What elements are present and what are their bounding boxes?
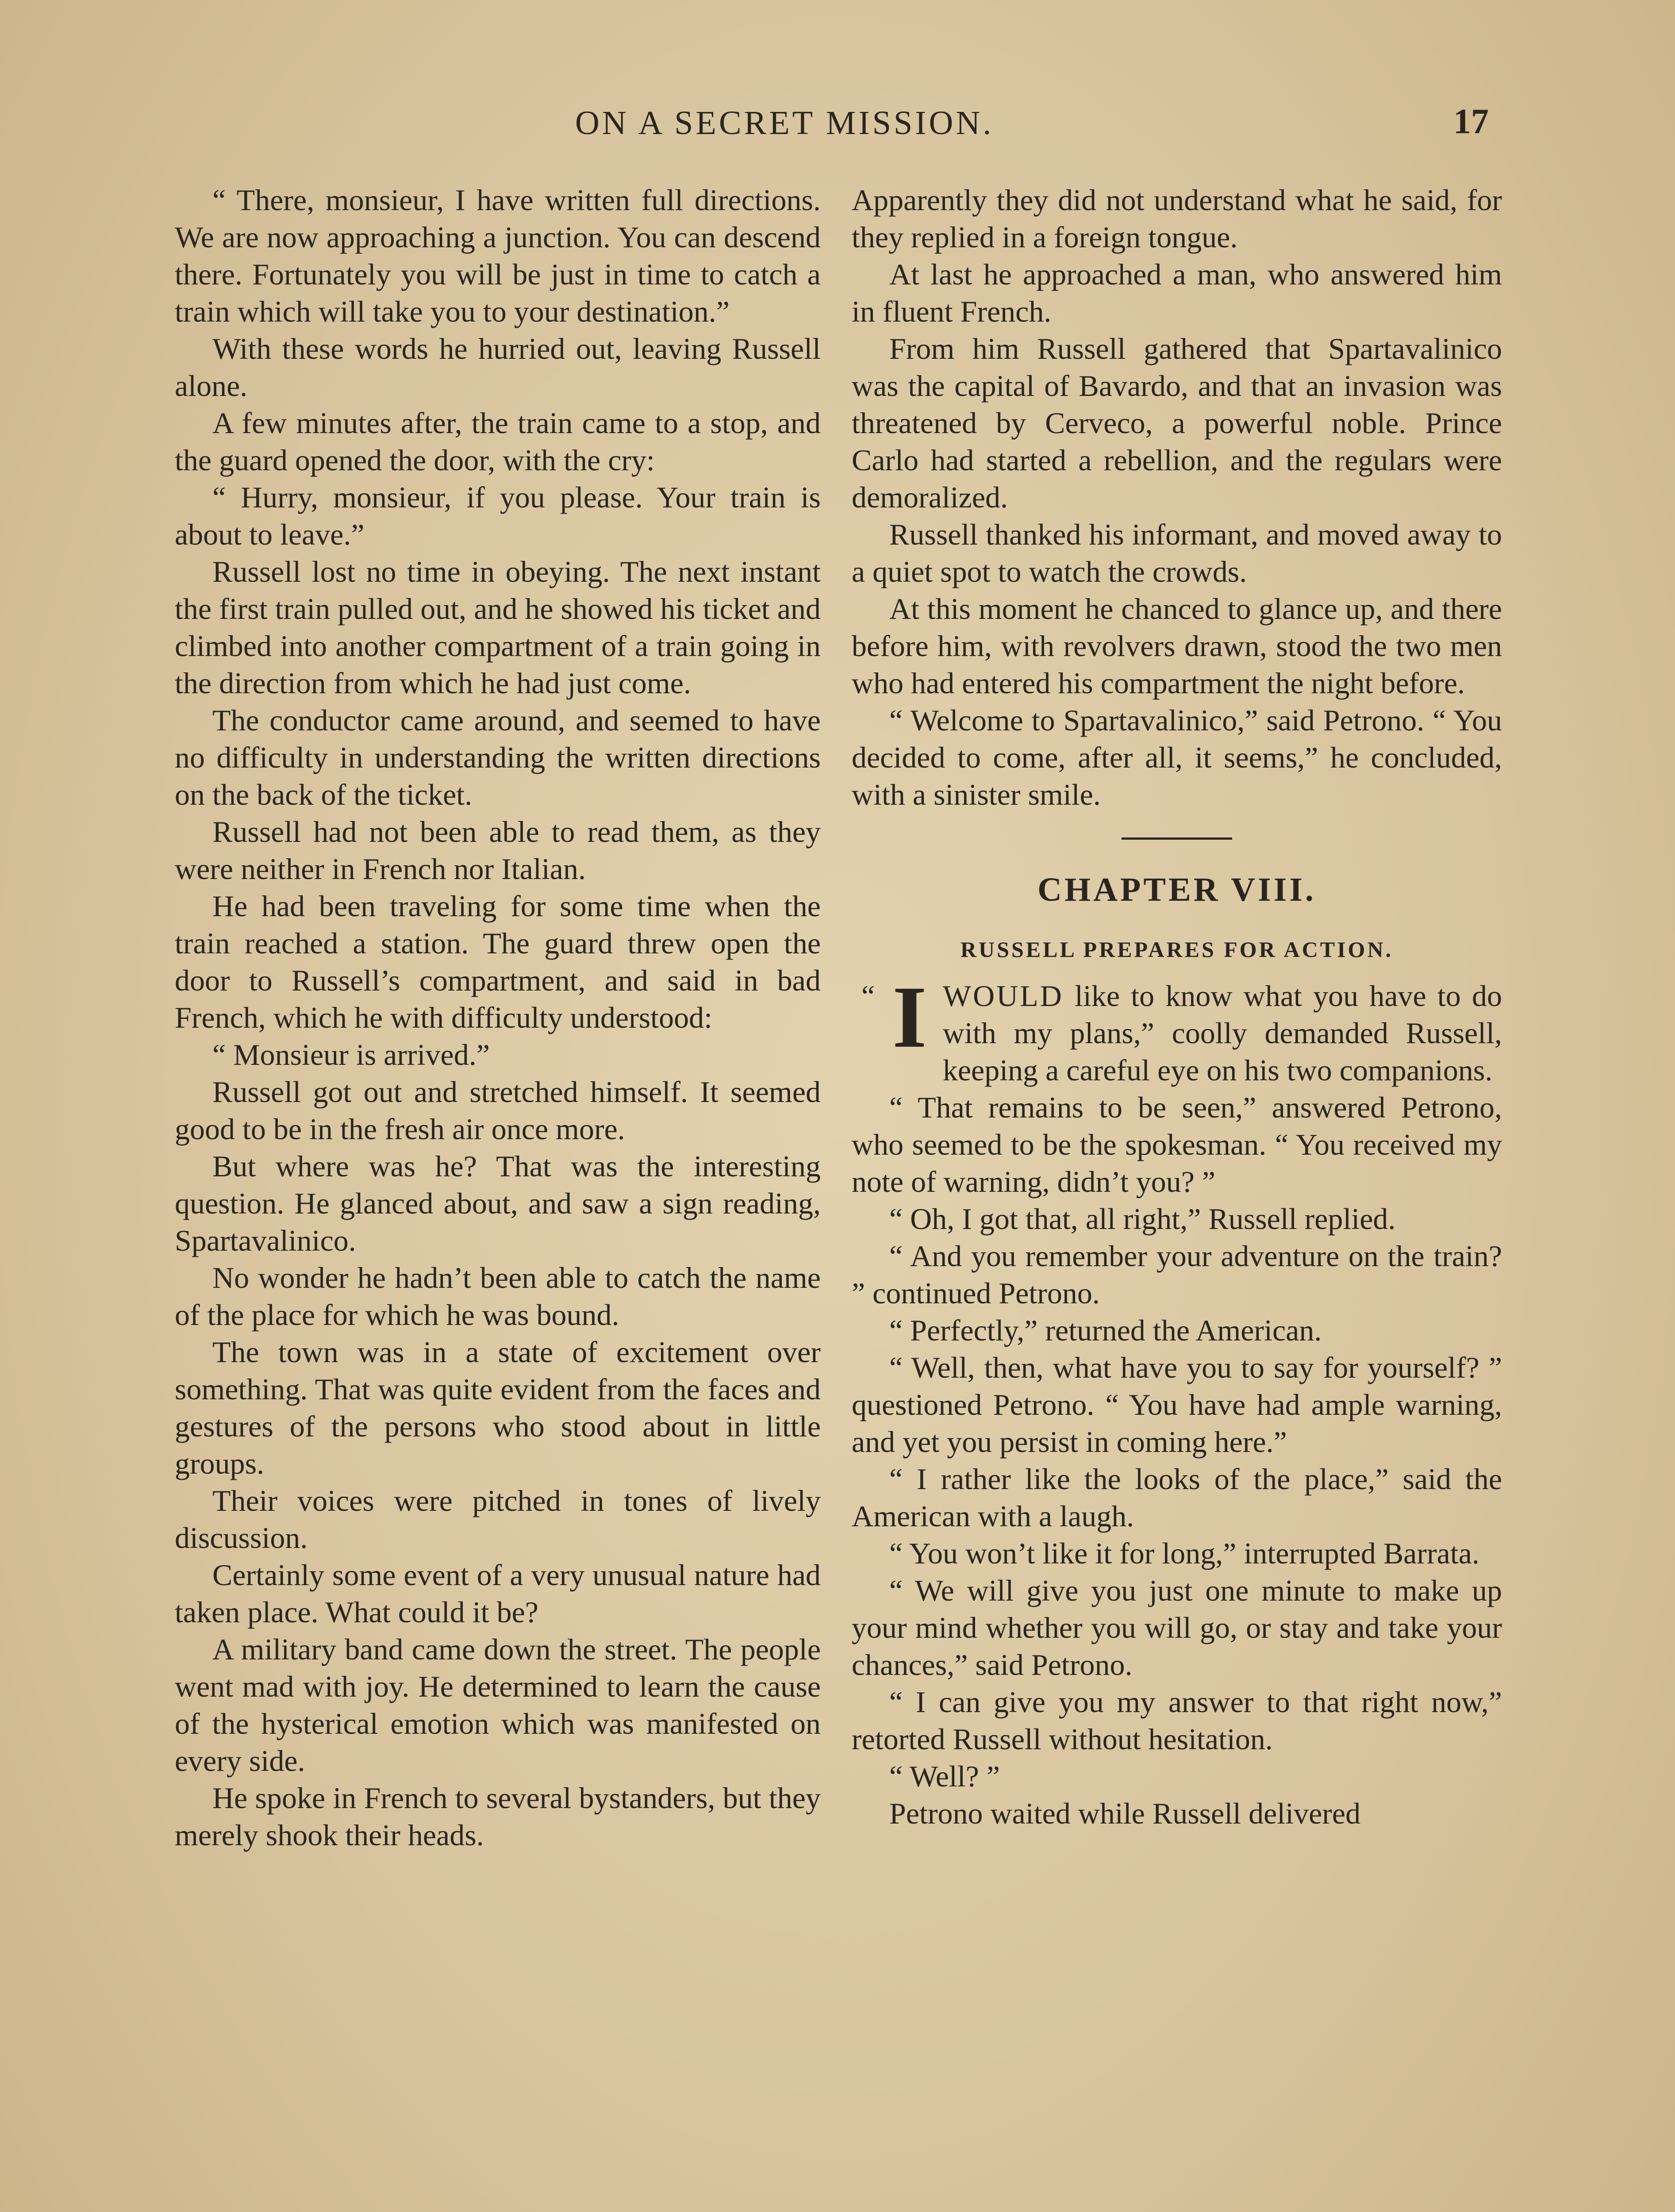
drop-cap: I [892,968,927,1066]
paragraph: “ We will give you just one minute to make up your mind whether you will go, or stay and take your chances,” said Petrono. [852,1574,1502,1682]
paragraph: “ Oh, I got that, all right,” Russell replied. [889,1202,1396,1236]
paragraph: “ There, monsieur, I have written full directions. We are now approaching a junction. You can descend there. Fortunately you will be just in time to catch a train which will take you to your destination.” [175,183,821,328]
chapter-subtitle: RUSSELL PREPARES FOR ACTION. [960,937,1394,962]
paragraph: “ Well, then, what have you to say for yourself? ” questioned Petrono. “ You have had ample warning, and yet you persist in coming here.” [852,1351,1502,1459]
paragraph: “ Perfectly,” returned the American. [889,1313,1322,1347]
paragraph: “ Hurry, monsieur, if you please. Your train is about to leave.” [175,480,821,551]
paragraph: Russell had not been able to read them, as they were neither in French nor Italian. [175,815,821,886]
paragraph: “ I rather like the looks of the place,” said the American with a laugh. [852,1462,1502,1533]
paragraph: “ And you remember your adventure on the train? ” continued Petrono. [852,1239,1502,1310]
paragraph: “ That remains to be seen,” answered Petrono, who seemed to be the spokesman. “ You received my note of warning, didn’t you? ” [852,1091,1502,1198]
paragraph: The conductor came around, and seemed to have no difficulty in understanding the written directions on the back of the ticket. [175,703,821,811]
drop-cap-lead-word: WOULD [942,979,1064,1013]
opening-paragraph-text: like to know what you have to do with my plans,” coolly demanded Russell, keeping a careful eye on his two companions. [942,979,1502,1087]
paragraph: Certainly some event of a very unusual nature had taken place. What could it be? [175,1558,821,1629]
paragraph: “ I can give you my answer to that right now,” retorted Russell without hesitation. [852,1685,1502,1756]
chapter-opening-paragraph [852,968,1502,1089]
paragraph: “ You won’t like it for long,” interrupted Barrata. [889,1536,1479,1570]
paragraph: The town was in a state of excitement over something. That was quite evident from the faces and gestures of the persons who stood about in little groups. [175,1335,821,1480]
paragraph: With these words he hurried out, leaving Russell alone. [175,332,821,403]
page-number: 17 [1453,102,1489,141]
chapter-title: CHAPTER VIII. [1037,871,1316,908]
paragraph: Apparently they did not understand what he said, for they replied in a foreign tongue. [852,183,1502,254]
paragraph: “ Monsieur is arrived.” [212,1038,490,1071]
running-head: ON A SECRET MISSION. [575,104,994,142]
opening-quote-mark: “ [861,979,875,1013]
paragraph: A few minutes after, the train came to a stop, and the guard opened the door, with the cry: [175,406,821,477]
paragraph: Russell got out and stretched himself. It seemed good to be in the fresh air once more. [175,1075,821,1146]
paragraph: At last he approached a man, who answered him in fluent French. [852,257,1502,328]
paragraph: Petrono waited while Russell delivered [889,1797,1361,1830]
left-column [175,181,821,1854]
paragraph: Their voices were pitched in tones of lively discussion. [175,1484,821,1555]
paragraph: He had been traveling for some time when the train reached a station. The guard threw open the door to Russell’s compartment, and said in bad French, which he with difficulty understood: [175,889,821,1034]
paragraph: A military band came down the street. The people went mad with joy. He determined to learn the cause of the hysterical emotion which was manifested on every side. [175,1632,821,1778]
paragraph: “ Well? ” [889,1759,1000,1793]
paragraph: Russell lost no time in obeying. The next instant the first train pulled out, and he showed his ticket and climbed into another compartment of a train going in the direction from which he had just come. [175,555,821,700]
paragraph: “ Welcome to Spartavalinico,” said Petrono. “ You decided to come, after all, it seems,” he concluded, with a sinister smile. [852,703,1502,811]
paragraph: He spoke in French to several bystanders, but they merely shook their heads. [175,1781,821,1852]
paragraph: No wonder he hadn’t been able to catch the name of the place for which he was bound. [175,1261,821,1332]
paragraph: Russell thanked his informant, and moved away to a quiet spot to watch the crowds. [852,518,1502,588]
paragraph: But where was he? That was the interesting question. He glanced about, and saw a sign reading, Spartavalinico. [175,1149,821,1257]
paragraph: At this moment he chanced to glance up, and there before him, with revolvers drawn, stood the two men who had entered his compartment the night before. [852,592,1502,700]
paragraph: From him Russell gathered that Spartavalinico was the capital of Bavardo, and that an invasion was threatened by Cerveco, a powerful noble. Prince Carlo had started a rebellion, and the regulars were demoralized. [852,332,1502,514]
right-column [852,181,1502,1832]
section-divider [1122,837,1232,840]
